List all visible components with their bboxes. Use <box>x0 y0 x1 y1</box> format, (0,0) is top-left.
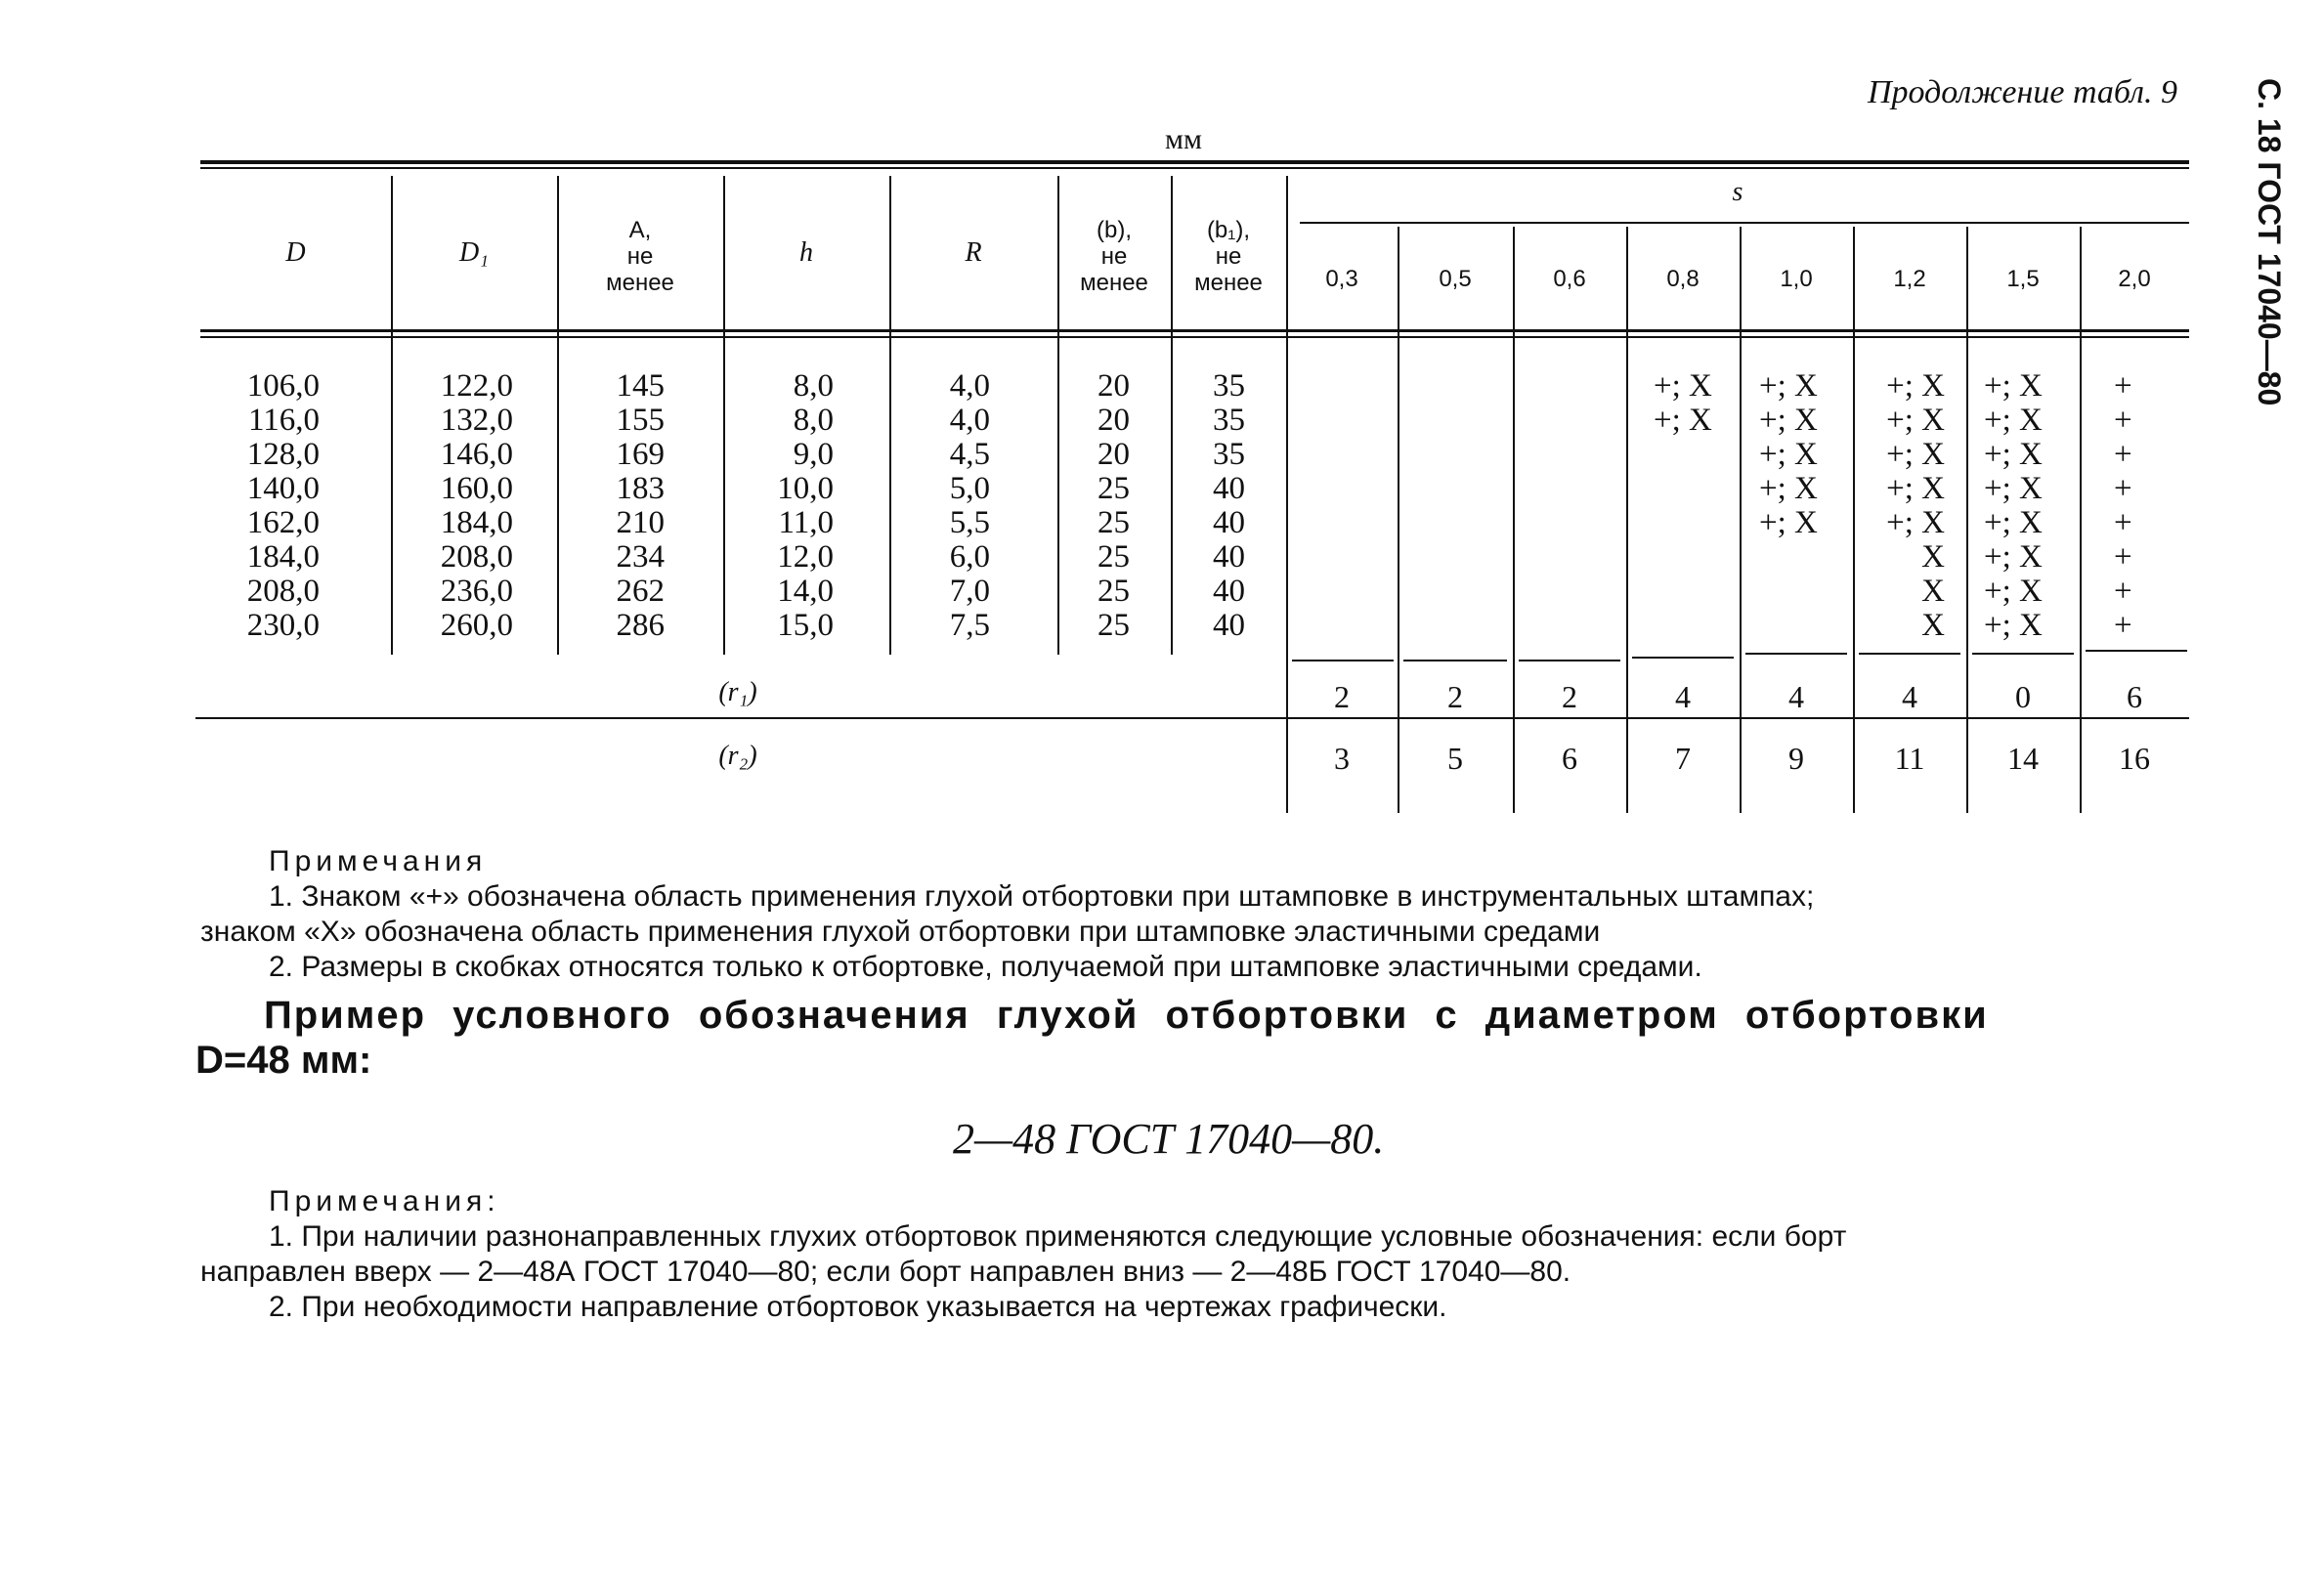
mark-cell: +; X <box>1886 471 1945 506</box>
cell-b1: 35 <box>1213 403 1245 438</box>
notes-block-1 <box>200 844 2174 985</box>
cell-A: 286 <box>616 608 665 643</box>
s-value-header: 0,8 <box>1666 266 1700 292</box>
cell-R: 7,0 <box>949 574 990 609</box>
r1-value: 2 <box>1447 679 1463 714</box>
s-value-header: 0,3 <box>1325 266 1358 292</box>
cell-A: 210 <box>616 505 665 540</box>
cell-h: 12,0 <box>777 539 834 575</box>
marks-s-1-2 <box>1872 369 1945 643</box>
cell-b1: 40 <box>1213 505 1245 540</box>
r2-value: 9 <box>1788 741 1804 776</box>
mark-cell: +; X <box>1759 437 1818 472</box>
cell-b: 20 <box>1097 437 1130 472</box>
running-header-text: С. 18 ГОСТ 17040—80 <box>2252 78 2287 406</box>
col-divider <box>1513 227 1515 813</box>
mark-cell: +; X <box>1759 471 1818 506</box>
r1-bottom-rule <box>195 717 2189 719</box>
header-R: R <box>965 237 982 268</box>
r2-value: 14 <box>2007 741 2039 776</box>
cell-rule <box>1519 660 1620 661</box>
s-value-header: 2,0 <box>2118 266 2151 292</box>
cell-R: 6,0 <box>949 539 990 575</box>
cell-b1: 35 <box>1213 368 1245 404</box>
s-value-header: 0,5 <box>1439 266 1472 292</box>
s-value-header: 1,2 <box>1893 266 1926 292</box>
marks-s-2-0 <box>2114 369 2132 643</box>
cell-R: 7,5 <box>949 608 990 643</box>
r1-value: 4 <box>1788 679 1804 714</box>
cell-D: 208,0 <box>246 574 320 609</box>
marks-s-1-5 <box>1984 369 2043 643</box>
mark-cell: +; X <box>1984 471 2043 506</box>
example-heading-line-2: D=48 мм: <box>195 1039 372 1082</box>
col-divider <box>2080 227 2082 813</box>
mark-cell: + <box>2114 368 2132 404</box>
cell-D: 162,0 <box>246 505 320 540</box>
column-D <box>210 369 320 643</box>
r2-value: 5 <box>1447 741 1463 776</box>
r1-value: 0 <box>2015 679 2031 714</box>
cell-rule <box>1972 653 2074 655</box>
cell-D: 140,0 <box>246 471 320 506</box>
cell-rule <box>2086 650 2187 652</box>
cell-rule <box>1745 653 1847 655</box>
cell-D: 230,0 <box>246 608 320 643</box>
r1-value: 4 <box>1902 679 1917 714</box>
r1-value: 6 <box>2127 679 2142 714</box>
cell-D: 128,0 <box>246 437 320 472</box>
note-2: 2. Размеры в скобках относятся только к отбортовке, получаемой при штамповке эластичными средами. <box>269 951 1702 983</box>
mark-cell: +; X <box>1984 403 2043 438</box>
mark-cell: +; X <box>1984 505 2043 540</box>
cell-b: 25 <box>1097 608 1130 643</box>
note2-1-line-2: направлен вверх — 2—48А ГОСТ 17040—80; если борт направлен вниз — 2—48Б ГОСТ 17040—80. <box>200 1256 1571 1288</box>
cell-R: 5,0 <box>949 471 990 506</box>
cell-R: 4,0 <box>949 368 990 404</box>
cell-D1: 146,0 <box>440 437 513 472</box>
column-b1 <box>1198 369 1245 643</box>
cell-b1: 40 <box>1213 471 1245 506</box>
notes-title-2: Примечания: <box>269 1185 500 1217</box>
cell-R: 5,5 <box>949 505 990 540</box>
cell-b1: 40 <box>1213 539 1245 575</box>
cell-b: 25 <box>1097 574 1130 609</box>
cell-h: 8,0 <box>793 403 834 438</box>
cell-D1: 184,0 <box>440 505 513 540</box>
cell-D1: 236,0 <box>440 574 513 609</box>
s-group-rule <box>1300 222 2189 224</box>
table-top-rule-2 <box>200 167 2189 169</box>
notes-block-2 <box>200 1184 2174 1325</box>
cell-rule <box>1859 653 1960 655</box>
r2-label: (r₂) <box>718 741 757 771</box>
column-h <box>757 369 834 643</box>
mark-cell: + <box>2114 539 2132 575</box>
s-value-header: 1,5 <box>2006 266 2040 292</box>
mark-cell: +; X <box>1984 608 2043 643</box>
r2-value: 6 <box>1562 741 1577 776</box>
cell-D1: 260,0 <box>440 608 513 643</box>
cell-h: 14,0 <box>777 574 834 609</box>
mark-cell: + <box>2114 471 2132 506</box>
mark-cell: +; X <box>1984 574 2043 609</box>
cell-b: 25 <box>1097 539 1130 575</box>
cell-D1: 208,0 <box>440 539 513 575</box>
example-heading <box>195 993 2189 1083</box>
column-A <box>586 369 665 643</box>
cell-b1: 35 <box>1213 437 1245 472</box>
mark-cell: X <box>1921 539 1945 575</box>
cell-h: 8,0 <box>793 368 834 404</box>
header-bottom-rule-2 <box>200 336 2189 338</box>
cell-R: 4,5 <box>949 437 990 472</box>
note2-2: 2. При необходимости направление отбортовок указывается на чертежах графически. <box>269 1291 1447 1323</box>
cell-h: 15,0 <box>777 608 834 643</box>
example-heading-line-1: Пример условного обозначения глухой отбортовки с диаметром отбортовки <box>264 994 1989 1037</box>
mark-cell: +; X <box>1984 539 2043 575</box>
mark-cell: +; X <box>1984 437 2043 472</box>
col-divider <box>1398 227 1399 813</box>
r1-label: (r₁) <box>718 677 757 707</box>
mark-cell: +; X <box>1886 403 1945 438</box>
cell-A: 169 <box>616 437 665 472</box>
header-D: D <box>285 237 306 268</box>
header-b: (b), не менее <box>1080 217 1148 296</box>
mark-cell: + <box>2114 505 2132 540</box>
s-value-header: 0,6 <box>1553 266 1586 292</box>
cell-b1: 40 <box>1213 608 1245 643</box>
note-1-line-2: знаком «X» обозначена область применения глухой отбортовки при штамповке эластичными средами <box>200 916 1601 948</box>
marks-s-1-0 <box>1759 369 1818 540</box>
mark-cell: +; X <box>1759 368 1818 404</box>
cell-b: 20 <box>1097 403 1130 438</box>
col-divider <box>1626 227 1628 813</box>
mark-cell: + <box>2114 574 2132 609</box>
mark-cell: X <box>1921 574 1945 609</box>
mark-cell: + <box>2114 437 2132 472</box>
cell-rule <box>1403 660 1507 661</box>
cell-A: 155 <box>616 403 665 438</box>
cell-D1: 132,0 <box>440 403 513 438</box>
mark-cell: +; X <box>1759 403 1818 438</box>
col-divider <box>1966 227 1968 813</box>
header-A: A, не менее <box>606 217 674 296</box>
cell-D: 184,0 <box>246 539 320 575</box>
mark-cell: +; X <box>1654 368 1712 404</box>
mark-cell: +; X <box>1886 505 1945 540</box>
mark-cell: X <box>1921 608 1945 643</box>
mark-cell: +; X <box>1654 403 1712 438</box>
note2-1-line-1: 1. При наличии разнонаправленных глухих отбортовок применяются следующие условные обозначения: если борт <box>269 1220 1847 1253</box>
mark-cell: + <box>2114 403 2132 438</box>
column-b <box>1083 369 1130 643</box>
table-continuation-label: Продолжение табл. 9 <box>1867 74 2177 110</box>
note-1-line-1: 1. Знаком «+» обозначена область применения глухой отбортовки при штамповке в инструментальных штампах; <box>269 880 1815 913</box>
cell-A: 262 <box>616 574 665 609</box>
mark-cell: +; X <box>1759 505 1818 540</box>
table-top-rule <box>200 160 2189 164</box>
header-s: s <box>1732 177 1743 207</box>
cell-A: 234 <box>616 539 665 575</box>
cell-h: 9,0 <box>793 437 834 472</box>
column-D1 <box>410 369 513 643</box>
cell-h: 10,0 <box>777 471 834 506</box>
column-R <box>933 369 990 643</box>
unit-label: мм <box>1165 123 1202 155</box>
cell-D: 116,0 <box>247 403 320 438</box>
cell-D1: 122,0 <box>440 368 513 404</box>
header-h: h <box>799 237 813 268</box>
mark-cell: +; X <box>1984 368 2043 404</box>
header-bottom-rule <box>200 329 2189 332</box>
r2-value: 3 <box>1334 741 1350 776</box>
cell-D: 106,0 <box>246 368 320 404</box>
r1-value: 2 <box>1334 679 1350 714</box>
cell-b: 25 <box>1097 505 1130 540</box>
r2-value: 7 <box>1675 741 1691 776</box>
r2-value: 16 <box>2119 741 2150 776</box>
cell-b: 25 <box>1097 471 1130 506</box>
notes-title: Примечания <box>269 845 488 877</box>
mark-cell: +; X <box>1886 437 1945 472</box>
cell-A: 145 <box>616 368 665 404</box>
cell-D1: 160,0 <box>440 471 513 506</box>
example-designation: 2—48 ГОСТ 17040—80. <box>953 1115 1385 1163</box>
header-b1: (b₁), не менее <box>1194 217 1263 296</box>
cell-b: 20 <box>1097 368 1130 404</box>
header-D1: D₁ <box>459 237 489 268</box>
r1-value: 2 <box>1562 679 1577 714</box>
s-value-header: 1,0 <box>1780 266 1813 292</box>
cell-h: 11,0 <box>778 505 834 540</box>
cell-R: 4,0 <box>949 403 990 438</box>
cell-b1: 40 <box>1213 574 1245 609</box>
cell-A: 183 <box>616 471 665 506</box>
cell-rule <box>1632 657 1734 659</box>
col-divider <box>1740 227 1742 813</box>
marks-s-0-8 <box>1654 369 1712 438</box>
mark-cell: +; X <box>1886 368 1945 404</box>
col-divider <box>1853 227 1855 813</box>
mark-cell: + <box>2114 608 2132 643</box>
cell-rule <box>1292 660 1394 661</box>
r1-value: 4 <box>1675 679 1691 714</box>
r2-value: 11 <box>1894 741 1925 776</box>
